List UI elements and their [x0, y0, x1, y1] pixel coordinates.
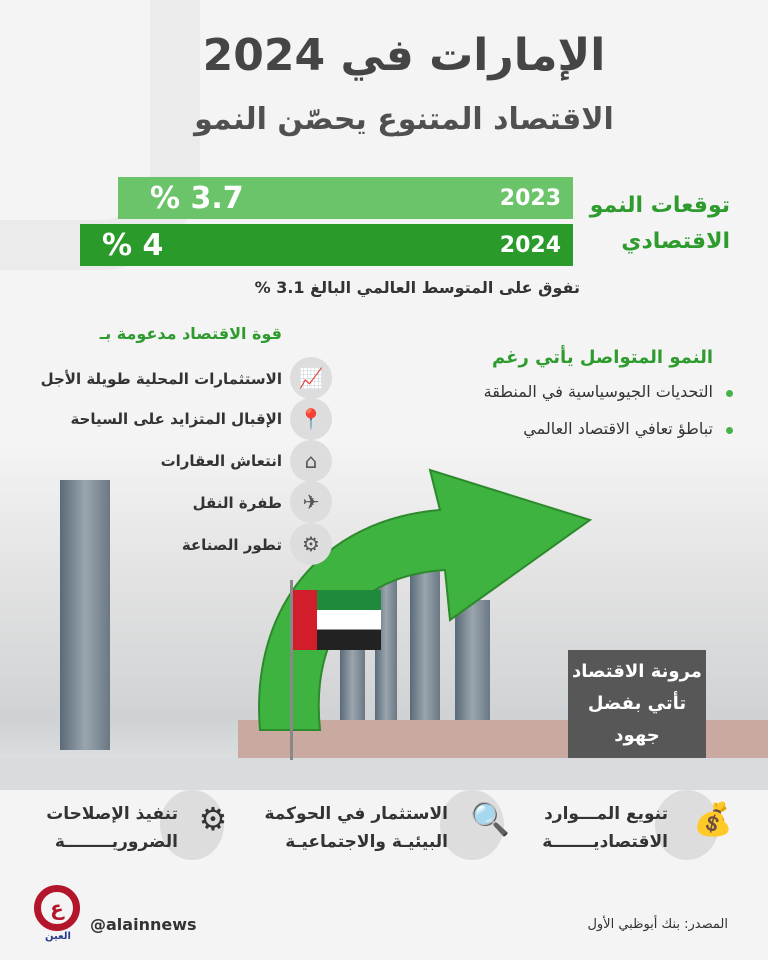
- effort-line2: البيئيـة والاجتماعيـة: [285, 832, 448, 852]
- despite-heading: النمو المتواصل يأتي رغم: [492, 347, 713, 368]
- growth-label-line2: الاقتصادي: [621, 229, 730, 254]
- list-item: الإقبال المتزايد على السياحة: [70, 410, 282, 428]
- list-item: تباطؤ تعافي الاقتصاد العالمي: [523, 419, 713, 438]
- uae-flag-icon: [293, 590, 381, 650]
- supported-by-heading: قوة الاقتصاد مدعومة بـ: [99, 324, 282, 343]
- effort-line2: الاقتصاديـــــــة: [542, 832, 668, 852]
- house-chart-icon: ⌂: [290, 440, 332, 482]
- effort-line1: الاستثمار في الحوكمة: [264, 804, 448, 824]
- investment-hand-icon: 📈: [290, 357, 332, 399]
- money-bag-clipboard-icon: 💰: [693, 800, 733, 838]
- effort-line2: الضروريــــــــة: [54, 832, 178, 852]
- resilience-box: [568, 650, 706, 758]
- source-text: المصدر: بنك أبوظبي الأول: [587, 917, 728, 932]
- transport-icon: ✈: [290, 481, 332, 523]
- list-item: التحديات الجيوسياسية في المنطقة: [483, 382, 713, 401]
- effort-item: [264, 800, 448, 856]
- effort-item: [542, 800, 668, 856]
- list-item: تطور الصناعة: [181, 536, 282, 554]
- list-item: طفرة النقل: [192, 494, 282, 512]
- bar-year: 2024: [499, 232, 561, 258]
- effort-line1: تنفيذ الإصلاحات: [46, 804, 178, 824]
- bar-year: 2023: [499, 185, 561, 211]
- page-title: الإمارات في 2024: [202, 30, 606, 81]
- page-subtitle: الاقتصاد المتنوع يحصّن النمو: [194, 102, 614, 137]
- bar-value: 3.7 %: [150, 180, 244, 216]
- growth-bar-2023: [118, 177, 573, 219]
- growth-bar-2024: [80, 224, 573, 266]
- map-pin-icon: 📍: [290, 398, 332, 440]
- bar-value: 4 %: [102, 227, 164, 263]
- tower: [60, 480, 110, 750]
- alain-logo: ع العين: [34, 885, 82, 945]
- resilience-line3: جهود: [614, 725, 660, 746]
- water: [0, 758, 768, 790]
- growth-label: [580, 188, 730, 260]
- global-average-note: تفوق على المتوسط العالمي البالغ 3.1 %: [254, 278, 580, 297]
- effort-item: [46, 800, 178, 856]
- factory-icon: ⚙: [290, 523, 332, 565]
- resilience-line1: مرونة الاقتصاد: [572, 661, 702, 682]
- resilience-line2: تأتي بفضل: [587, 693, 687, 714]
- gear-check-icon: ⚙: [198, 800, 228, 838]
- list-item: انتعاش العقارات: [160, 452, 282, 470]
- social-handle: @alainnews: [90, 915, 197, 934]
- list-item: الاستثمارات المحلية طويلة الأجل: [40, 370, 282, 388]
- effort-line1: تنويع المـــوارد: [544, 804, 668, 824]
- checklist-magnifier-icon: 🔍: [470, 800, 510, 838]
- logo-text: العين: [45, 931, 71, 942]
- growth-label-line1: توقعات النمو: [589, 193, 730, 218]
